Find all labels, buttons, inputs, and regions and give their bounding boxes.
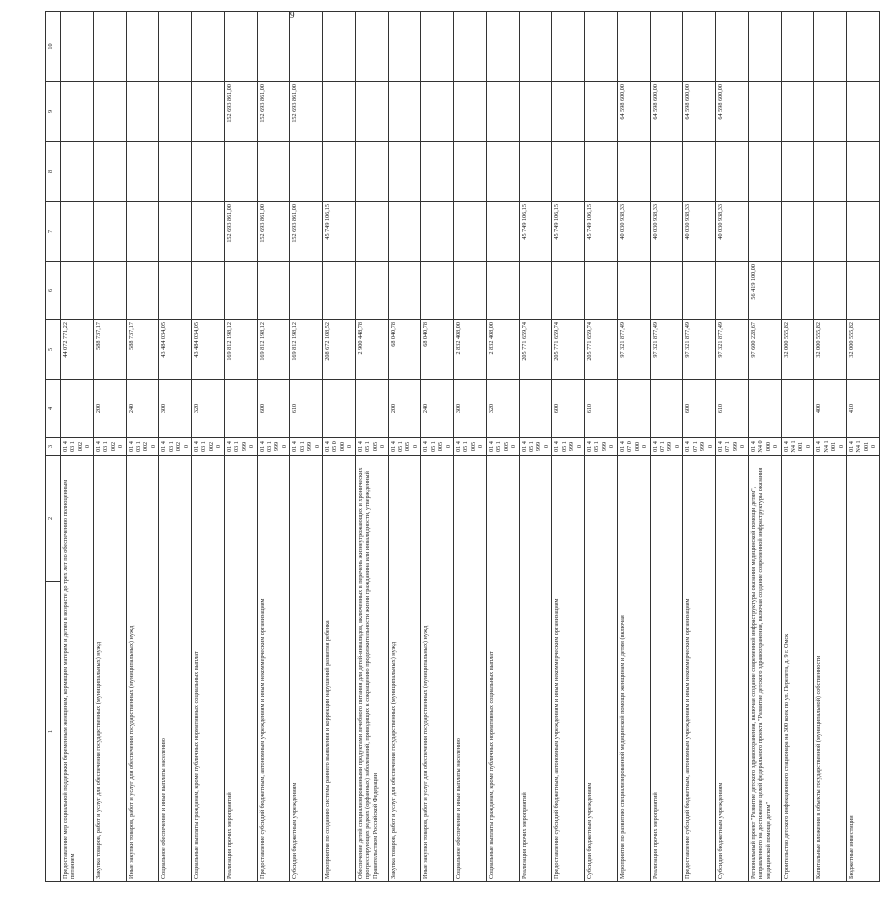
- amount-col8-cell: [421, 142, 454, 202]
- amount-col10-cell: [814, 12, 847, 82]
- row-name-cell: Предоставление субсидий бюджетным, автономным учреждениям и иным некоммерческим организациям: [683, 456, 716, 882]
- amount-col7-cell: [126, 202, 159, 262]
- amount-col7-cell: [159, 202, 192, 262]
- amount-col7-cell: 45 749 106,15: [552, 202, 585, 262]
- amount-col10-cell: [519, 12, 552, 82]
- amount-col8-cell: [716, 142, 749, 202]
- amount-col6-cell: [519, 262, 552, 320]
- table-row: [388, 12, 421, 882]
- amount-col9-cell: [814, 82, 847, 142]
- row-name-cell: Иные закупки товаров, работ и услуг для обеспечения государственных (муниципальных) нужд: [126, 456, 159, 882]
- target-code-cell: 01 4 N4 1 001 0: [847, 438, 880, 456]
- expense-type-cell: [323, 380, 356, 438]
- amount-col8-cell: [323, 142, 356, 202]
- amount-col7-cell: 45 749 106,15: [519, 202, 552, 262]
- rotated-table-container: [45, 12, 878, 882]
- amount-col8-cell: [93, 142, 126, 202]
- amount-col6-cell: [585, 262, 618, 320]
- amount-col10-cell: [486, 12, 519, 82]
- expense-type-cell: 600: [257, 380, 290, 438]
- target-code-cell: 01 4 N4 0 000 0: [748, 438, 781, 456]
- amount-col7-cell: [388, 202, 421, 262]
- amount-col7-cell: 152 693 861,00: [290, 202, 323, 262]
- amount-col6-cell: [781, 262, 814, 320]
- column-number: 10: [46, 12, 61, 82]
- amount-col6-cell: [388, 262, 421, 320]
- table-row: [93, 12, 126, 882]
- amount-col8-cell: [552, 142, 585, 202]
- amount-total-cell: 32 000 555,82: [814, 320, 847, 380]
- amount-col9-cell: [192, 82, 225, 142]
- amount-col9-cell: [519, 82, 552, 142]
- expense-type-cell: 610: [716, 380, 749, 438]
- row-name-cell: Реализация прочих мероприятий: [650, 456, 683, 882]
- table-row: [683, 12, 716, 882]
- target-code-cell: 01 4 05 1 999 0: [552, 438, 585, 456]
- expense-type-cell: 300: [454, 380, 487, 438]
- target-code-cell: 01 4 03 1 002 0: [159, 438, 192, 456]
- row-name-cell: Капитальные вложения в объекты государственной (муниципальной) собственности: [814, 456, 847, 882]
- amount-col7-cell: 152 693 861,00: [224, 202, 257, 262]
- table-row: [716, 12, 749, 882]
- table-row: [290, 12, 323, 882]
- amount-col8-cell: [388, 142, 421, 202]
- amount-total-cell: 32 000 555,82: [781, 320, 814, 380]
- amount-col9-cell: [126, 82, 159, 142]
- expense-type-cell: [519, 380, 552, 438]
- expense-type-cell: 410: [847, 380, 880, 438]
- amount-col6-cell: [224, 262, 257, 320]
- amount-col8-cell: [454, 142, 487, 202]
- target-code-cell: 01 4 05 1 005 0: [486, 438, 519, 456]
- amount-col8-cell: [290, 142, 323, 202]
- amount-col10-cell: [650, 12, 683, 82]
- target-code-cell: 01 4 05 1 005 0: [388, 438, 421, 456]
- amount-col6-cell: [814, 262, 847, 320]
- amount-col9-cell: [552, 82, 585, 142]
- row-name-cell: Строительство детского инфекционного стационара на 300 коек по ул. Перелета, д. 9 г. Омск: [781, 456, 814, 882]
- amount-total-cell: 169 812 198,12: [257, 320, 290, 380]
- row-name-cell: Социальное обеспечение и иные выплаты населению: [159, 456, 192, 882]
- column-number: 4: [46, 380, 61, 438]
- target-code-cell: 01 4 03 1 999 0: [224, 438, 257, 456]
- amount-total-cell: 68 040,78: [388, 320, 421, 380]
- amount-total-cell: 43 484 034,05: [192, 320, 225, 380]
- amount-col10-cell: [421, 12, 454, 82]
- amount-col9-cell: [454, 82, 487, 142]
- amount-col7-cell: [814, 202, 847, 262]
- amount-col10-cell: [716, 12, 749, 82]
- amount-col6-cell: 56 419 100,00: [748, 262, 781, 320]
- amount-col8-cell: [126, 142, 159, 202]
- row-name-cell: Субсидии бюджетным учреждениям: [290, 456, 323, 882]
- table-row: [519, 12, 552, 882]
- target-code-cell: 01 4 07 1 999 0: [683, 438, 716, 456]
- column-number: 3: [46, 438, 61, 456]
- amount-col8-cell: [355, 142, 388, 202]
- expense-type-cell: 400: [814, 380, 847, 438]
- table-row: [224, 12, 257, 882]
- amount-col6-cell: [126, 262, 159, 320]
- amount-total-cell: 208 672 108,52: [323, 320, 356, 380]
- amount-total-cell: 97 321 877,49: [617, 320, 650, 380]
- table-row: [748, 12, 781, 882]
- amount-col10-cell: [159, 12, 192, 82]
- row-name-cell: Субсидии бюджетным учреждениям: [716, 456, 749, 882]
- target-code-cell: 01 4 05 1 999 0: [519, 438, 552, 456]
- target-code-cell: 01 4 03 1 002 0: [93, 438, 126, 456]
- row-name-cell: Субсидии бюджетным учреждениям: [585, 456, 618, 882]
- table-row: [847, 12, 880, 882]
- target-code-cell: 01 4 07 1 999 0: [650, 438, 683, 456]
- amount-col10-cell: [617, 12, 650, 82]
- amount-col6-cell: [454, 262, 487, 320]
- amount-col10-cell: [224, 12, 257, 82]
- amount-col6-cell: [847, 262, 880, 320]
- amount-col10-cell: [93, 12, 126, 82]
- amount-total-cell: 97 321 877,49: [683, 320, 716, 380]
- amount-col10-cell: [748, 12, 781, 82]
- amount-col8-cell: [585, 142, 618, 202]
- amount-col9-cell: 152 693 861,00: [257, 82, 290, 142]
- row-name-cell: Мероприятия по созданию системы раннего выявления и коррекции нарушений развития ребенка: [323, 456, 356, 882]
- expense-type-cell: 240: [421, 380, 454, 438]
- amount-total-cell: 2 832 408,00: [486, 320, 519, 380]
- table-body: [61, 12, 880, 882]
- amount-total-cell: 588 737,17: [126, 320, 159, 380]
- amount-col6-cell: [486, 262, 519, 320]
- amount-col8-cell: [486, 142, 519, 202]
- row-name-cell: Закупка товаров, работ и услуг для обеспечения государственных (муниципальных) нужд: [93, 456, 126, 882]
- amount-col10-cell: [192, 12, 225, 82]
- column-number-row: [46, 12, 61, 882]
- table-row: [585, 12, 618, 882]
- amount-col6-cell: [192, 262, 225, 320]
- expense-type-cell: [617, 380, 650, 438]
- column-number: 5: [46, 320, 61, 380]
- amount-total-cell: 205 771 659,74: [552, 320, 585, 380]
- amount-col7-cell: [454, 202, 487, 262]
- expense-type-cell: 320: [486, 380, 519, 438]
- expense-type-cell: 240: [126, 380, 159, 438]
- amount-col9-cell: [61, 82, 94, 142]
- expense-type-cell: 610: [290, 380, 323, 438]
- target-code-cell: 01 4 05 0 000 0: [323, 438, 356, 456]
- target-code-cell: 01 4 03 1 999 0: [290, 438, 323, 456]
- amount-total-cell: 43 484 034,05: [159, 320, 192, 380]
- target-code-cell: 01 4 05 1 005 0: [421, 438, 454, 456]
- amount-total-cell: 44 072 771,22: [61, 320, 94, 380]
- amount-total-cell: 588 737,17: [93, 320, 126, 380]
- row-name-cell: Социальные выплаты гражданам, кроме публичных нормативных социальных выплат: [192, 456, 225, 882]
- row-name-cell: Предоставление субсидий бюджетным, автономным учреждениям и иным некоммерческим организациям: [552, 456, 585, 882]
- amount-col8-cell: [683, 142, 716, 202]
- row-name-cell: Предоставление мер социальной поддержки беременным женщинам, кормящим матерям и детям в возрасте до трех лет по обеспечению полноценным питанием: [61, 456, 94, 882]
- table-row: [126, 12, 159, 882]
- target-code-cell: 01 4 N4 1 001 0: [814, 438, 847, 456]
- amount-total-cell: 2 832 408,00: [454, 320, 487, 380]
- amount-col9-cell: [781, 82, 814, 142]
- amount-col8-cell: [192, 142, 225, 202]
- row-name-cell: Иные закупки товаров, работ и услуг для обеспечения государственных (муниципальных) нужд: [421, 456, 454, 882]
- amount-col10-cell: [257, 12, 290, 82]
- amount-col6-cell: [61, 262, 94, 320]
- amount-col10-cell: [683, 12, 716, 82]
- amount-col8-cell: [61, 142, 94, 202]
- table-row: [552, 12, 585, 882]
- amount-col7-cell: [192, 202, 225, 262]
- expense-type-cell: 200: [388, 380, 421, 438]
- amount-col8-cell: [781, 142, 814, 202]
- amount-col6-cell: [552, 262, 585, 320]
- target-code-cell: 01 4 07 0 000 0: [617, 438, 650, 456]
- amount-col7-cell: [486, 202, 519, 262]
- amount-col9-cell: 64 598 600,00: [617, 82, 650, 142]
- column-number: 1: [46, 582, 61, 882]
- amount-total-cell: 2 900 448,78: [355, 320, 388, 380]
- row-name-cell: Реализация прочих мероприятий: [519, 456, 552, 882]
- amount-col7-cell: 45 749 106,15: [323, 202, 356, 262]
- table-row: [421, 12, 454, 882]
- column-number: 8: [46, 142, 61, 202]
- target-code-cell: 01 4 03 1 999 0: [257, 438, 290, 456]
- amount-col7-cell: 152 693 861,00: [257, 202, 290, 262]
- amount-col7-cell: [847, 202, 880, 262]
- expense-type-cell: 200: [93, 380, 126, 438]
- amount-col8-cell: [814, 142, 847, 202]
- table-row: [454, 12, 487, 882]
- amount-col8-cell: [650, 142, 683, 202]
- expense-type-cell: 600: [683, 380, 716, 438]
- amount-col8-cell: [748, 142, 781, 202]
- amount-col9-cell: [847, 82, 880, 142]
- amount-col9-cell: [323, 82, 356, 142]
- amount-total-cell: 97 321 877,49: [650, 320, 683, 380]
- row-name-cell: Бюджетные инвестиции: [847, 456, 880, 882]
- expense-type-cell: [61, 380, 94, 438]
- table-row: [192, 12, 225, 882]
- row-name-cell: Закупка товаров, работ и услуг для обеспечения государственных (муниципальных) нужд: [388, 456, 421, 882]
- amount-col10-cell: [454, 12, 487, 82]
- amount-col10-cell: [323, 12, 356, 82]
- amount-col10-cell: [355, 12, 388, 82]
- expense-type-cell: 610: [585, 380, 618, 438]
- table-row: [61, 12, 94, 882]
- amount-col7-cell: 40 030 938,33: [617, 202, 650, 262]
- amount-total-cell: 205 771 659,74: [585, 320, 618, 380]
- amount-col6-cell: [93, 262, 126, 320]
- amount-col9-cell: [93, 82, 126, 142]
- table-row: [355, 12, 388, 882]
- amount-col6-cell: [323, 262, 356, 320]
- amount-col7-cell: 45 749 106,15: [585, 202, 618, 262]
- expense-type-cell: [355, 380, 388, 438]
- amount-col10-cell: [781, 12, 814, 82]
- amount-col8-cell: [519, 142, 552, 202]
- amount-col9-cell: [486, 82, 519, 142]
- table-row: [159, 12, 192, 882]
- row-name-cell: Социальное обеспечение и иные выплаты населению: [454, 456, 487, 882]
- amount-col6-cell: [159, 262, 192, 320]
- amount-col6-cell: [257, 262, 290, 320]
- amount-total-cell: 169 812 198,12: [290, 320, 323, 380]
- amount-col6-cell: [617, 262, 650, 320]
- target-code-cell: 01 4 03 1 002 0: [192, 438, 225, 456]
- amount-col6-cell: [683, 262, 716, 320]
- row-name-cell: Обеспечение детей специализированными продуктами лечебного питания для детей-инвалидов, включенных в перечень жизнеугрожающих и хронических прогрессирующих редких (орфанных) заболеваний, приводящих к сокращению продолжительности жизни гражданина или инвалидности, утвержденный Правительством Российской Федерации: [355, 456, 388, 882]
- amount-col10-cell: [61, 12, 94, 82]
- amount-col10-cell: [552, 12, 585, 82]
- amount-col9-cell: 64 598 600,00: [650, 82, 683, 142]
- amount-col7-cell: [421, 202, 454, 262]
- amount-col9-cell: [585, 82, 618, 142]
- row-name-cell: Реализация прочих мероприятий: [224, 456, 257, 882]
- target-code-cell: 01 4 05 1 005 0: [355, 438, 388, 456]
- amount-col9-cell: [388, 82, 421, 142]
- expense-type-cell: 320: [192, 380, 225, 438]
- table-row: [257, 12, 290, 882]
- amount-col9-cell: 64 598 600,00: [716, 82, 749, 142]
- row-name-cell: Социальные выплаты гражданам, кроме публичных нормативных социальных выплат: [486, 456, 519, 882]
- table-row: [486, 12, 519, 882]
- row-name-cell: Предоставление субсидий бюджетным, автономным учреждениям и иным некоммерческим организациям: [257, 456, 290, 882]
- amount-col10-cell: [847, 12, 880, 82]
- amount-total-cell: 169 812 198,12: [224, 320, 257, 380]
- row-name-cell: Региональный проект "Развитие детского здравоохранения, включая создание современной инфраструктуры оказания медицинской помощи детям", направленного на достижение целей федерального проекта "Развитие детского здравоохранения, включая создание современной инфраструктуры оказания медицинской помощи детям": [748, 456, 781, 882]
- table-row: [323, 12, 356, 882]
- expense-type-cell: 300: [159, 380, 192, 438]
- amount-col8-cell: [257, 142, 290, 202]
- amount-total-cell: 32 000 555,82: [847, 320, 880, 380]
- amount-col6-cell: [290, 262, 323, 320]
- amount-col9-cell: 64 598 600,00: [683, 82, 716, 142]
- amount-total-cell: 97 321 877,49: [716, 320, 749, 380]
- table-row: [617, 12, 650, 882]
- amount-col9-cell: [159, 82, 192, 142]
- target-code-cell: 01 4 07 1 999 0: [716, 438, 749, 456]
- table-row: [814, 12, 847, 882]
- amount-total-cell: 205 771 659,74: [519, 320, 552, 380]
- amount-col8-cell: [159, 142, 192, 202]
- expense-type-cell: [781, 380, 814, 438]
- row-name-cell: Мероприятия по развитию специализированной медицинской помощи женщинам и детям (включая: [617, 456, 650, 882]
- amount-total-cell: 97 600 228,67: [748, 320, 781, 380]
- amount-col7-cell: 40 030 938,33: [716, 202, 749, 262]
- target-code-cell: 01 4 05 1 005 0: [454, 438, 487, 456]
- amount-total-cell: 68 040,78: [421, 320, 454, 380]
- amount-col7-cell: 40 030 938,33: [683, 202, 716, 262]
- amount-col7-cell: 40 030 938,33: [650, 202, 683, 262]
- expense-type-cell: [650, 380, 683, 438]
- table-row: [650, 12, 683, 882]
- page-number: 9: [290, 10, 295, 20]
- amount-col9-cell: [355, 82, 388, 142]
- amount-col8-cell: [847, 142, 880, 202]
- amount-col6-cell: [355, 262, 388, 320]
- amount-col9-cell: 152 693 861,00: [290, 82, 323, 142]
- amount-col10-cell: [585, 12, 618, 82]
- amount-col7-cell: [781, 202, 814, 262]
- expense-type-cell: [748, 380, 781, 438]
- amount-col9-cell: [421, 82, 454, 142]
- column-number: 6: [46, 262, 61, 320]
- amount-col7-cell: [748, 202, 781, 262]
- amount-col10-cell: [290, 12, 323, 82]
- column-number: 9: [46, 82, 61, 142]
- amount-col7-cell: [61, 202, 94, 262]
- amount-col7-cell: [93, 202, 126, 262]
- amount-col6-cell: [716, 262, 749, 320]
- amount-col7-cell: [355, 202, 388, 262]
- budget-table: [45, 11, 880, 882]
- amount-col10-cell: [388, 12, 421, 82]
- target-code-cell: 01 4 03 1 002 0: [61, 438, 94, 456]
- amount-col8-cell: [617, 142, 650, 202]
- amount-col9-cell: [748, 82, 781, 142]
- amount-col6-cell: [650, 262, 683, 320]
- amount-col6-cell: [421, 262, 454, 320]
- target-code-cell: 01 4 05 1 999 0: [585, 438, 618, 456]
- amount-col9-cell: 152 693 861,00: [224, 82, 257, 142]
- column-number: 2: [46, 456, 61, 582]
- expense-type-cell: [224, 380, 257, 438]
- column-number: 7: [46, 202, 61, 262]
- target-code-cell: 01 4 N4 1 001 0: [781, 438, 814, 456]
- amount-col10-cell: [126, 12, 159, 82]
- target-code-cell: 01 4 03 1 002 0: [126, 438, 159, 456]
- table-row: [781, 12, 814, 882]
- expense-type-cell: 600: [552, 380, 585, 438]
- amount-col8-cell: [224, 142, 257, 202]
